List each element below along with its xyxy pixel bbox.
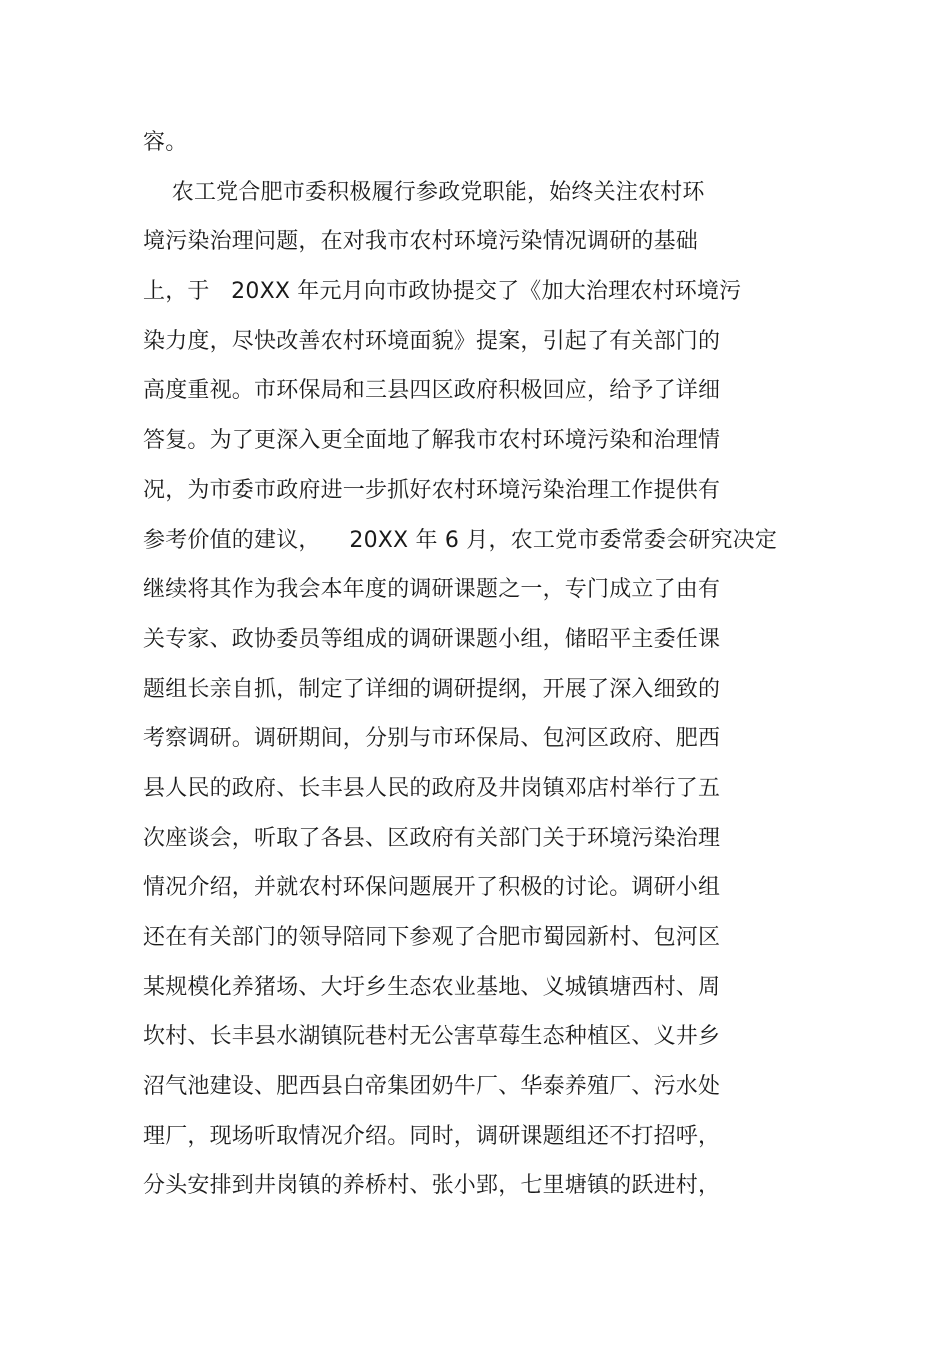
text-line: 某规模化养猪场、大圩乡生态农业基地、义城镇塘西村、周 [143, 974, 721, 1000]
text-line: 关专家、政协委员等组成的调研课题小组，储昭平主委任课 [143, 626, 721, 652]
text-line: 情况介绍，并就农村环保问题展开了积极的讨论。调研小组 [143, 875, 721, 901]
text-line: 坎村、长丰县水湖镇阮巷村无公害草莓生态种植区、义井乡 [143, 1024, 721, 1050]
text-line: 参考价值的建议， 20XX 年 6 月，农工党市委常委会研究决定 [143, 527, 778, 553]
text-line: 题组长亲自抓，制定了详细的调研提纲，开展了深入细致的 [143, 676, 721, 702]
text-line: 沼气池建设、肥西县白帝集团奶牛厂、华泰养殖厂、污水处 [143, 1074, 721, 1100]
text-line: 考察调研。调研期间，分别与市环保局、包河区政府、肥西 [143, 726, 721, 752]
text-line: 染力度，尽快改善农村环境面貌》提案，引起了有关部门的 [143, 328, 721, 354]
text-line: 容。 [143, 130, 188, 155]
text-line: 理厂，现场听取情况介绍。同时，调研课题组还不打招呼， [143, 1123, 721, 1149]
text-line: 县人民的政府、长丰县人民的政府及井岗镇邓店村举行了五 [143, 775, 721, 801]
text-line: 继续将其作为我会本年度的调研课题之一，专门成立了由有 [143, 577, 721, 603]
text-line: 分头安排到井岗镇的养桥村、张小郢，七里塘镇的跃进村， [143, 1173, 721, 1199]
text-line: 况，为市委市政府进一步抓好农村环境污染治理工作提供有 [143, 477, 721, 503]
text-line: 农工党合肥市委积极履行参政党职能，始终关注农村环 [143, 179, 705, 205]
text-line: 境污染治理问题，在对我市农村环境污染情况调研的基础 [143, 229, 699, 255]
body-text [143, 118, 823, 1211]
text-line: 还在有关部门的领导陪同下参观了合肥市蜀园新村、包河区 [143, 925, 721, 950]
text-line: 答复。为了更深入更全面地了解我市农村环境污染和治理情 [143, 428, 721, 454]
text-line: 次座谈会，听取了各县、区政府有关部门关于环境污染治理 [143, 825, 721, 851]
text-line: 高度重视。市环保局和三县四区政府积极回应，给予了详细 [143, 378, 721, 404]
text-line: 上，于 20XX 年元月向市政协提交了《加大治理农村环境污 [143, 279, 742, 305]
